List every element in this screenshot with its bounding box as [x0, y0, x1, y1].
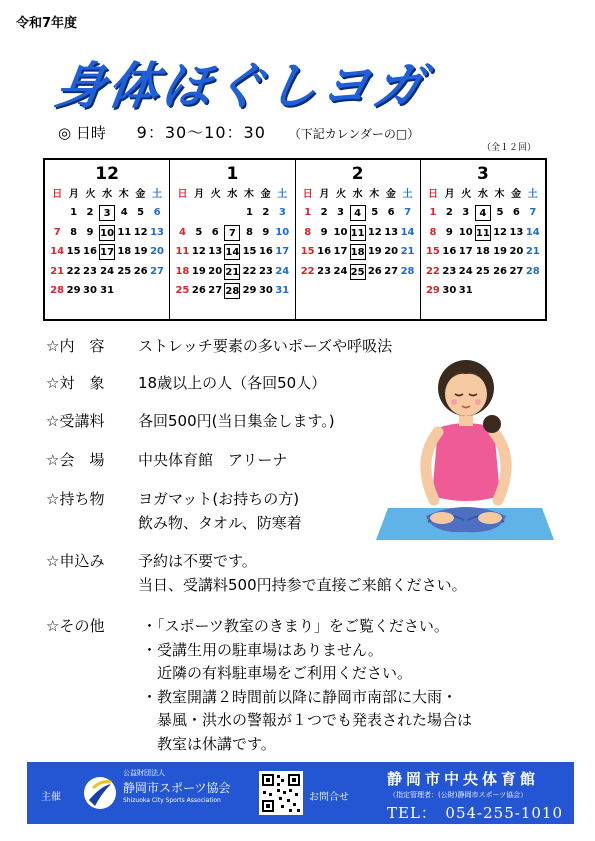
detail-value: 18歳以上の人（各回50人）	[138, 374, 327, 392]
class-day: 28	[224, 283, 240, 299]
calendar-day: 20	[384, 246, 399, 257]
weekday-label: 木	[494, 189, 505, 200]
calendar-day: 29	[242, 285, 257, 296]
qr-code[interactable]	[259, 771, 303, 815]
class-day: 10	[99, 225, 115, 241]
calendar-day: 19	[367, 246, 382, 257]
detail-label: ☆その他	[46, 617, 105, 635]
calendar-day: 15	[425, 246, 440, 257]
calendar-day: 16	[83, 246, 97, 257]
calendar-day: 14	[50, 246, 65, 257]
calendar-day: 24	[100, 265, 115, 277]
detail-label: ☆申込み	[46, 552, 105, 570]
calendar-day: 27	[509, 265, 524, 277]
weekday-label: 火	[461, 189, 472, 200]
calendar-day: 8	[304, 226, 312, 238]
calendar-day: 8	[429, 226, 437, 238]
weekday-label: 日	[52, 189, 63, 200]
class-day: 21	[224, 264, 240, 280]
weekday-label: 木	[369, 189, 380, 200]
weekday-label: 月	[444, 189, 455, 200]
calendar-day: 6	[512, 207, 520, 218]
weekday-label: 土	[527, 189, 538, 200]
org-name: 静岡市スポーツ協会	[123, 781, 231, 795]
detail-label: ☆持ち物	[46, 490, 105, 508]
calendar-day: 4	[120, 207, 128, 218]
calendar-day: 4	[178, 226, 186, 238]
weekday-label: 日	[177, 189, 188, 200]
venue-note: （指定管理者：(公財)静岡市スポーツ協会）	[389, 791, 528, 799]
calendar-day: 30	[442, 285, 457, 296]
calendar-day: 14	[400, 226, 415, 238]
calendar-day: 11	[117, 226, 132, 238]
detail-value-2: 当日、受講料500円持参で直接ご来館ください。	[138, 576, 467, 594]
calendar-day: 21	[525, 246, 540, 257]
calendar-day: 22	[66, 265, 81, 277]
schedule-line	[58, 120, 419, 143]
weekday-label: 金	[385, 189, 396, 200]
fiscal-year: 令和7年度	[16, 16, 78, 31]
calendar-day: 12	[133, 226, 148, 238]
weekday-label: 月	[194, 189, 205, 200]
calendar-day: 26	[367, 265, 382, 277]
calendar-day: 25	[117, 265, 132, 277]
weekday-label: 金	[135, 189, 146, 200]
calendar-day: 14	[525, 226, 540, 238]
other-line: 近隣の有料駐車場をご利用ください。	[142, 664, 413, 682]
calendar-day: 23	[317, 265, 332, 277]
weekday-label: 火	[210, 189, 221, 200]
calendar-day: 15	[300, 246, 315, 257]
calendar-day: 5	[195, 226, 203, 238]
calendar-day: 17	[458, 246, 473, 257]
calendar-day: 29	[66, 285, 81, 296]
calendar-day: 31	[275, 285, 290, 296]
calendar-day: 22	[242, 265, 257, 277]
calendar-day: 18	[475, 246, 490, 257]
calendar-day: 15	[66, 246, 81, 257]
calendar-day: 28	[400, 265, 415, 277]
other-line: 教室は休講です。	[142, 735, 276, 753]
calendar-day: 10	[275, 226, 290, 238]
class-day: 25	[350, 264, 366, 280]
footer-bar	[27, 762, 574, 824]
weekday-label: 水	[352, 189, 363, 200]
calendar-day: 7	[53, 226, 61, 238]
detail-application	[46, 549, 257, 573]
weekday-label: 月	[68, 189, 79, 200]
detail-value-2: 飲み物、タオル、防寒着	[138, 514, 302, 532]
detail-label: ☆内 容	[46, 337, 105, 355]
empty-cell	[50, 205, 64, 221]
calendar-day: 13	[208, 246, 223, 257]
calendar-day: 28	[525, 265, 540, 277]
calendar-day: 3	[336, 207, 344, 218]
phone-number[interactable]: TEL： 054-255-1010	[387, 804, 563, 822]
empty-cell	[192, 205, 206, 221]
calendar-day: 2	[320, 207, 328, 218]
calendar-day: 6	[387, 207, 395, 218]
calendar-day: 20	[208, 265, 223, 277]
detail-target	[46, 371, 326, 395]
calendar-day: 9	[445, 226, 453, 238]
calendar-day: 18	[175, 265, 190, 277]
calendar-day: 10	[333, 226, 348, 238]
calendar-day: 16	[442, 246, 457, 257]
calendar-day: 25	[475, 265, 490, 277]
calendar-day: 31	[458, 285, 473, 296]
calendar-day: 27	[384, 265, 399, 277]
calendar-month	[421, 160, 545, 319]
calendar-day: 25	[175, 285, 190, 296]
calendar-day: 1	[429, 207, 437, 218]
calendar-day: 18	[117, 246, 132, 257]
calendar-day: 12	[493, 226, 507, 238]
class-day: 4	[350, 205, 366, 221]
calendar-day: 5	[137, 207, 145, 218]
schedule-label: ◎ 日時	[58, 124, 106, 142]
calendar-day: 19	[133, 246, 148, 257]
calendar-day: 3	[278, 207, 286, 218]
class-day: 11	[475, 225, 491, 241]
month-name: 1	[226, 164, 239, 184]
weekday-label: 水	[477, 189, 488, 200]
sponsor-label: 主催	[41, 792, 61, 803]
calendar-day: 8	[246, 226, 253, 238]
calendar-day: 21	[50, 265, 65, 277]
calendar-day: 7	[529, 207, 537, 218]
calendar-day: 8	[70, 226, 78, 238]
detail-value: 各回500円(当日集金します。)	[138, 412, 335, 430]
weekday-label: 火	[85, 189, 96, 200]
calendar-day: 12	[367, 226, 382, 238]
calendar-day: 23	[442, 265, 457, 277]
other-line: ・教室開講２時間前以降に静岡市南部に大雨・	[142, 688, 458, 706]
calendar-day: 11	[175, 246, 190, 257]
month-name: 2	[351, 164, 364, 184]
calendar-day: 9	[86, 226, 94, 238]
calendar-day: 1	[70, 207, 78, 218]
weekday-label: 金	[260, 189, 271, 200]
calendar-day: 1	[304, 207, 312, 218]
calendar-day: 22	[300, 265, 315, 277]
detail-venue	[46, 448, 287, 472]
schedule-note: （下記カレンダーの□）	[288, 127, 420, 141]
detail-label: ☆受講料	[46, 412, 105, 430]
weekday-label: 金	[511, 189, 522, 200]
detail-other	[46, 614, 138, 638]
calendar-day: 6	[211, 226, 219, 238]
calendar-day: 27	[208, 285, 223, 296]
empty-cell	[175, 205, 189, 221]
calendar-day: 21	[400, 246, 415, 257]
page-title: 身体ほぐしヨガ	[51, 57, 431, 115]
venue-name: 静岡市中央体育館	[387, 770, 540, 788]
org-type: 公益財団法人	[123, 769, 165, 777]
detail-belongings	[46, 487, 299, 511]
calendar-day: 22	[425, 265, 440, 277]
calendar-day: 15	[242, 246, 257, 257]
month-name: 12	[95, 164, 119, 184]
calendar-day: 2	[262, 207, 270, 218]
calendar	[43, 158, 547, 321]
detail-value: ヨガマット(お持ちの方)	[138, 490, 300, 508]
session-total: （全１２回）	[482, 143, 537, 153]
yoga-woman-illustration	[376, 340, 556, 548]
calendar-day: 28	[50, 285, 65, 296]
calendar-day: 13	[150, 226, 165, 238]
class-day: 3	[99, 205, 115, 221]
calendar-day: 26	[191, 285, 206, 296]
calendar-day: 7	[404, 207, 412, 218]
weekday-label: 木	[118, 189, 129, 200]
calendar-day: 19	[191, 265, 206, 277]
calendar-day: 17	[333, 246, 348, 257]
class-day: 18	[350, 244, 366, 260]
calendar-day: 16	[258, 246, 273, 257]
weekday-label: 日	[302, 189, 313, 200]
calendar-day: 19	[493, 246, 507, 257]
class-day: 11	[350, 225, 366, 241]
calendar-day: 30	[258, 285, 273, 296]
weekday-label: 火	[336, 189, 346, 200]
calendar-day: 5	[496, 207, 504, 218]
calendar-day: 2	[86, 207, 94, 218]
weekday-label: 水	[102, 189, 113, 200]
calendar-day: 31	[100, 285, 115, 296]
weekday-label: 木	[243, 189, 254, 200]
calendar-day: 13	[509, 226, 524, 238]
detail-label: ☆会 場	[46, 451, 105, 469]
empty-cell	[208, 205, 222, 221]
class-day: 7	[224, 225, 240, 241]
detail-value: 予約は不要です。	[138, 552, 257, 570]
class-day: 17	[99, 244, 115, 260]
weekday-label: 日	[428, 189, 439, 200]
weekday-label: 月	[319, 189, 330, 200]
other-line: ・受講生用の駐車場はありません。	[142, 641, 383, 659]
calendar-day: 1	[246, 207, 253, 218]
other-line: ・「スポーツ教室のきまり」をご覧ください。	[142, 617, 449, 635]
calendar-day: 3	[462, 207, 470, 218]
calendar-day: 23	[258, 265, 273, 277]
calendar-day: 26	[133, 265, 148, 277]
calendar-day: 20	[150, 246, 165, 257]
detail-fee	[46, 409, 335, 433]
inquiry-label: お問合せ	[309, 792, 349, 803]
calendar-day: 6	[153, 207, 161, 218]
org-english: Shizuoka City Sports Association	[123, 797, 221, 804]
weekday-label: 水	[227, 189, 238, 200]
weekday-label: 土	[277, 189, 288, 200]
detail-label: ☆対 象	[46, 374, 105, 392]
calendar-day: 12	[191, 246, 206, 257]
calendar-day: 20	[509, 246, 524, 257]
calendar-day: 29	[425, 285, 440, 296]
calendar-day: 13	[384, 226, 399, 238]
calendar-day: 26	[493, 265, 507, 277]
month-name: 3	[476, 164, 489, 184]
calendar-day: 9	[320, 226, 328, 238]
calendar-month	[45, 160, 170, 319]
calendar-day: 16	[317, 246, 332, 257]
weekday-label: 土	[402, 189, 413, 200]
calendar-month	[296, 160, 421, 319]
calendar-month	[170, 160, 295, 319]
calendar-day: 2	[445, 207, 453, 218]
calendar-day: 30	[83, 285, 97, 296]
calendar-day: 9	[262, 226, 270, 238]
calendar-day: 24	[333, 265, 348, 277]
calendar-day: 24	[275, 265, 290, 277]
other-line: 暴風・洪水の警報が１つでも発表された場合は	[142, 711, 473, 729]
calendar-day: 24	[458, 265, 473, 277]
detail-value: ストレッチ要素の多いポーズや呼吸法	[138, 337, 393, 355]
empty-cell	[224, 205, 240, 221]
calendar-day: 23	[83, 265, 97, 277]
detail-content	[46, 334, 392, 358]
calendar-day: 17	[275, 246, 290, 257]
detail-value: 中央体育館 アリーナ	[138, 451, 288, 469]
calendar-day: 10	[458, 226, 473, 238]
sports-association-logo	[83, 776, 117, 810]
class-day: 4	[475, 205, 491, 221]
calendar-day: 27	[150, 265, 165, 277]
weekday-label: 土	[151, 189, 162, 200]
class-day: 14	[224, 244, 240, 260]
schedule-time: 9：30～10：30	[136, 123, 266, 142]
calendar-day: 5	[371, 207, 379, 218]
